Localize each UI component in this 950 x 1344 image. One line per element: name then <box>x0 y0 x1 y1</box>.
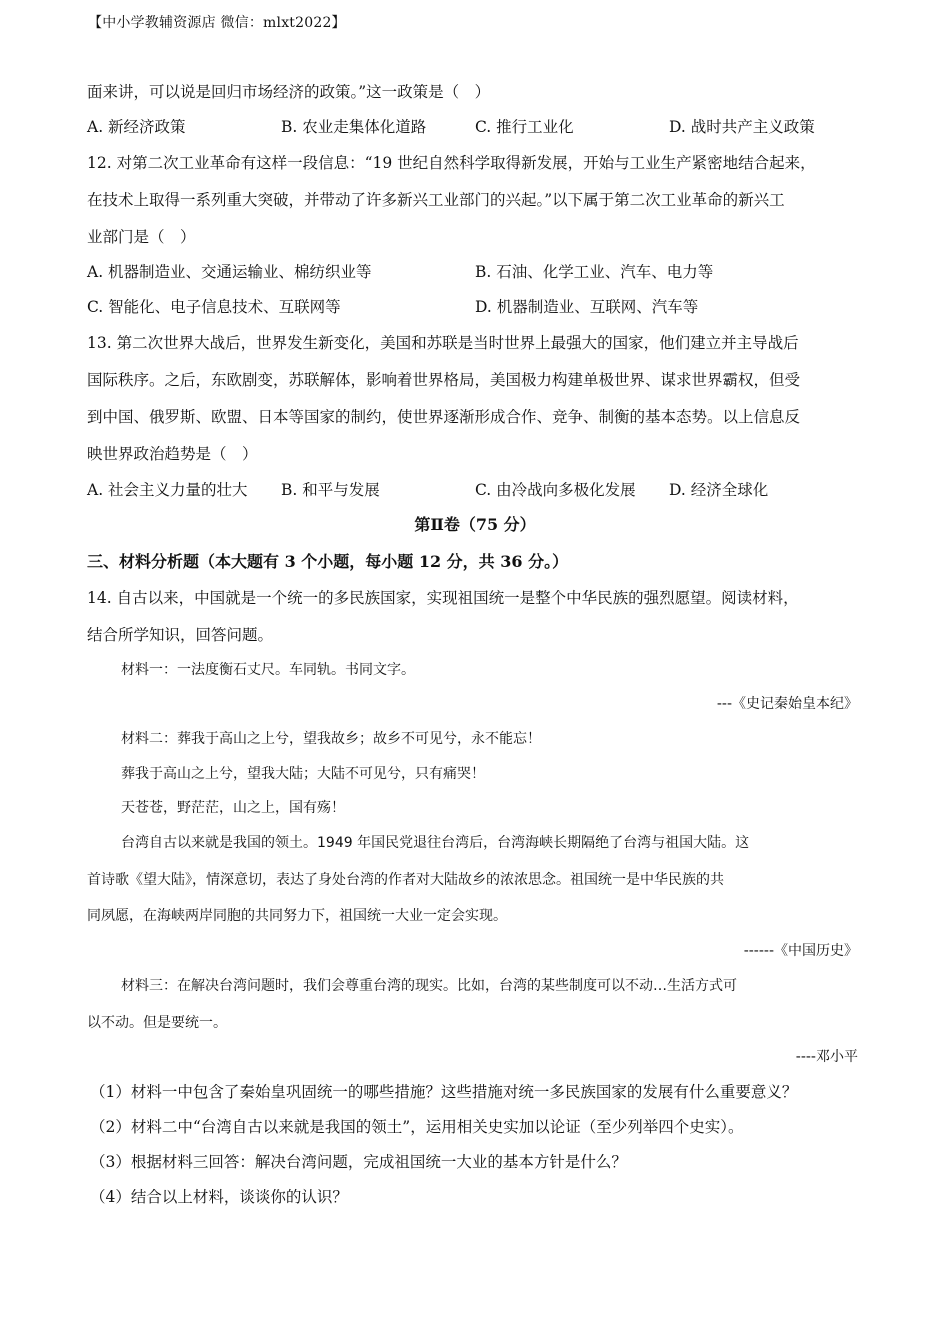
material3-line: 材料三：在解决台湾问题时，我们会尊重台湾的现实。比如，台湾的某些制度可以不动…生活方式可 <box>121 978 737 994</box>
q14-subquestion: （3）根据材料三回答：解决台湾问题，完成祖国统一大业的基本方针是什么？ <box>90 1153 627 1171</box>
q12-option-b: B. 石油、化学工业、汽车、电力等 <box>475 263 714 281</box>
q13-stem-line: 国际秩序。之后，东欧剧变，苏联解体，影响着世界格局，美国极力构建单极世界、谋求世界霸权，但受 <box>87 371 801 389</box>
material2-line: 天苍苍，野茫茫，山之上，国有殇！ <box>121 800 345 816</box>
section3-title: 三、材料分析题（本大题有 3 个小题，每小题 12 分，共 36 分。） <box>87 552 569 571</box>
q13-option-d: D. 经济全球化 <box>669 481 769 499</box>
q11-option-d: D. 战时共产主义政策 <box>669 118 815 136</box>
q12-stem-line: 12. 对第二次工业革命有这样一段信息：“19 世纪自然科学取得新发展，开始与工业生产紧密地结合起来， <box>87 154 816 172</box>
q13-option-b: B. 和平与发展 <box>281 481 380 499</box>
material2-source: ------《中国历史》 <box>743 943 858 959</box>
q11-option-b: B. 农业走集体化道路 <box>281 118 427 136</box>
material3-source: ----邓小平 <box>795 1049 858 1065</box>
q13-stem-line: 到中国、俄罗斯、欧盟、日本等国家的制约，使世界逐渐形成合作、竞争、制衡的基本态势。以上信息反 <box>87 408 801 426</box>
q13-stem-line: 13. 第二次世界大战后，世界发生新变化，美国和苏联是当时世界上最强大的国家，他们建立并主导战后 <box>87 334 799 352</box>
q14-subquestion: （1）材料一中包含了秦始皇巩固统一的哪些措施？这些措施对统一多民族国家的发展有什么重要意义？ <box>90 1083 798 1101</box>
q11-stem-tail: 面来讲，可以说是回归市场经济的政策。”这一政策是（ ） <box>87 83 491 101</box>
part2-title: 第Ⅱ卷（75 分） <box>414 515 536 534</box>
q12-stem-line: 在技术上取得一系列重大突破，并带动了许多新兴工业部门的兴起。”以下属于第二次工业革命的新兴工 <box>87 191 785 209</box>
q14-subquestion: （2）材料二中“台湾自古以来就是我国的领土”，运用相关史实加以论证（至少列举四个史实）。 <box>90 1118 744 1136</box>
material2-line: 同夙愿，在海峡两岸同胞的共同努力下，祖国统一大业一定会实现。 <box>87 908 507 924</box>
material1-source: ---《史记秦始皇本纪》 <box>716 696 858 712</box>
q12-option-c: C. 智能化、电子信息技术、互联网等 <box>87 298 341 316</box>
q11-option-a: A. 新经济政策 <box>87 118 186 136</box>
q14-subquestion: （4）结合以上材料，谈谈你的认识？ <box>90 1188 348 1206</box>
material3-line: 以不动。但是要统一。 <box>87 1015 227 1031</box>
material2-line: 首诗歌《望大陆》，情深意切，表达了身处台湾的作者对大陆故乡的浓浓思念。祖国统一是中华民族的共 <box>87 872 724 888</box>
material2-line: 台湾自古以来就是我国的领土。1949 年国民党退往台湾后，台湾海峡长期隔绝了台湾与祖国大陆。这 <box>121 835 750 851</box>
q13-option-a: A. 社会主义力量的壮大 <box>87 481 248 499</box>
q11-option-c: C. 推行工业化 <box>475 118 574 136</box>
material1: 材料一：一法度衡石丈尺。车同轨。书同文字。 <box>121 662 415 678</box>
material2-line: 葬我于高山之上兮，望我大陆；大陆不可见兮，只有痛哭！ <box>121 766 485 782</box>
q13-stem-line: 映世界政治趋势是（ ） <box>87 445 258 463</box>
q12-option-a: A. 机器制造业、交通运输业、棉纺织业等 <box>87 263 372 281</box>
q12-stem-line: 业部门是（ ） <box>87 228 196 246</box>
q13-option-c: C. 由冷战向多极化发展 <box>475 481 636 499</box>
material2-line: 材料二：葬我于高山之上兮，望我故乡；故乡不可见兮，永不能忘！ <box>121 731 541 747</box>
q14-intro-line: 14. 自古以来，中国就是一个统一的多民族国家，实现祖国统一是整个中华民族的强烈愿望。阅读材料， <box>87 589 799 607</box>
q12-option-d: D. 机器制造业、互联网、汽车等 <box>475 298 699 316</box>
page-header: 【中小学教辅资源店 微信：mlxt2022】 <box>88 15 346 31</box>
q14-intro-line: 结合所学知识，回答问题。 <box>87 626 274 644</box>
